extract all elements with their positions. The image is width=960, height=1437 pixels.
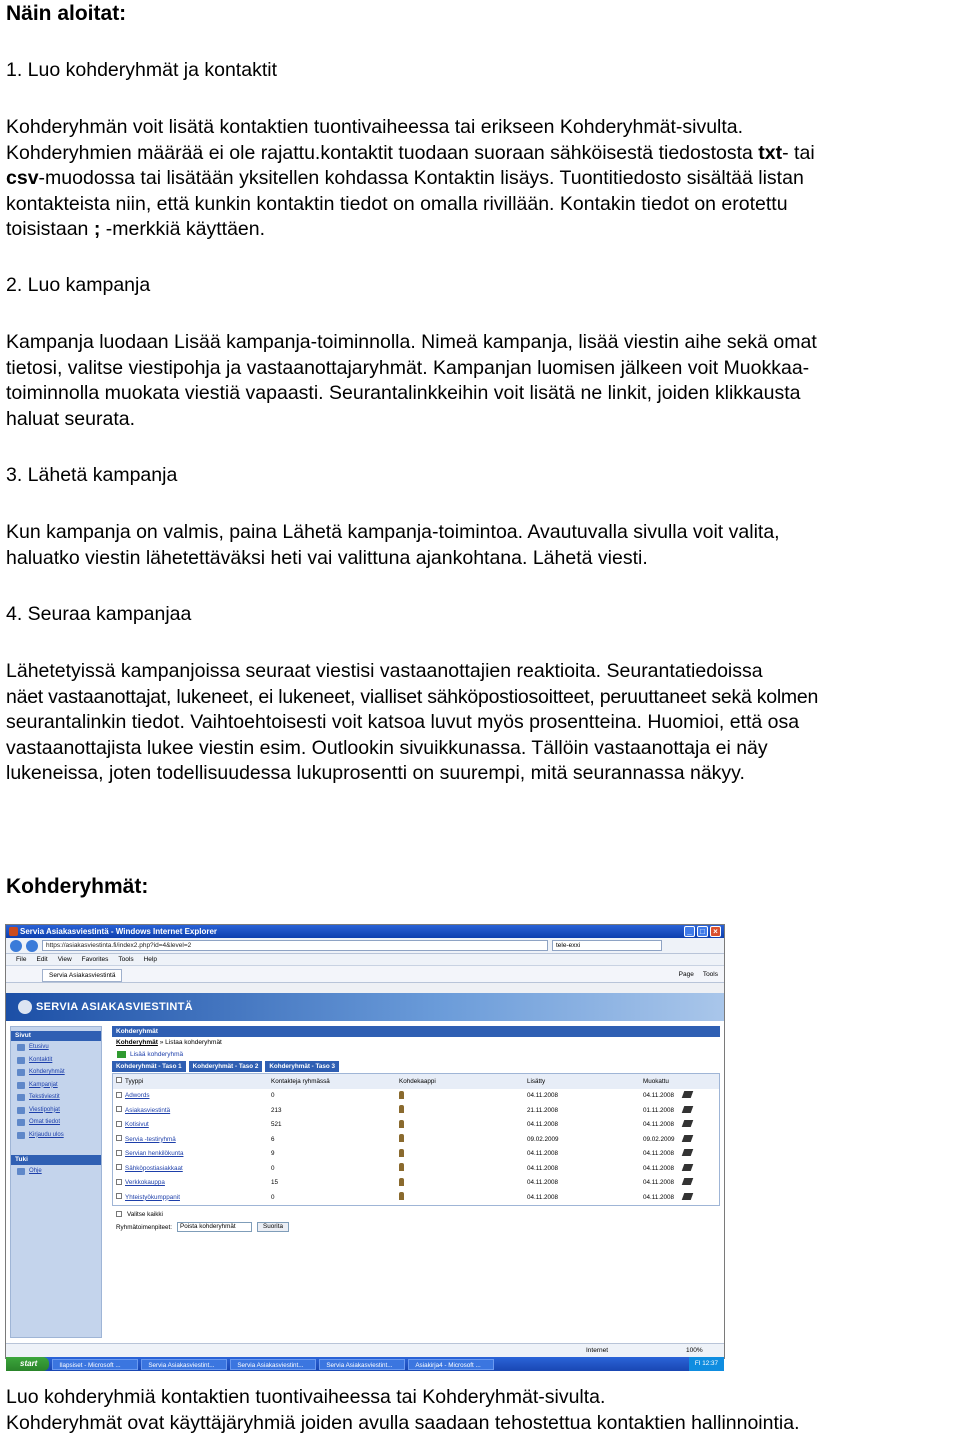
taskbar-item[interactable]: Servia Asiakasviestint... — [319, 1359, 405, 1370]
add-group-link[interactable]: Lisää kohderyhmä — [112, 1048, 720, 1061]
edit-icon[interactable] — [682, 1091, 694, 1098]
text-span: -merkkiä käyttäen. — [105, 218, 266, 240]
sidebar-item-omat-tiedot[interactable]: Omat tiedot — [11, 1116, 101, 1129]
text-line: lukeneissa, joten todellisuudessa lukuprosentti on suurempi, mitä seurannassa näkyy. — [6, 762, 745, 784]
text-line — [6, 217, 958, 243]
text-line — [6, 141, 958, 167]
person-icon — [399, 1091, 404, 1099]
table-row — [113, 1103, 719, 1118]
taskbar-item[interactable]: Ilapsiset - Microsoft ... — [52, 1359, 138, 1370]
modified-date: 09.02.2009 — [643, 1135, 675, 1143]
group-action-select[interactable]: Poista kohderyhmät — [177, 1222, 252, 1232]
step1-paragraph — [6, 115, 958, 243]
window-controls — [684, 926, 721, 937]
added-date: 09.02.2009 — [527, 1135, 559, 1143]
column-header: Tyyppi — [125, 1077, 144, 1085]
close-icon[interactable]: × — [710, 926, 721, 937]
menu-favorites[interactable]: Favorites — [81, 956, 109, 963]
edit-icon[interactable] — [682, 1106, 694, 1113]
table-row — [113, 1190, 719, 1205]
edit-icon[interactable] — [682, 1135, 694, 1142]
contact-count: 213 — [271, 1106, 282, 1114]
person-icon — [399, 1120, 404, 1128]
header-checkbox[interactable] — [116, 1077, 122, 1083]
row-checkbox[interactable] — [116, 1193, 122, 1199]
row-checkbox[interactable] — [116, 1121, 122, 1127]
sidebar-item-ohje[interactable]: Ohje — [11, 1165, 101, 1178]
row-checkbox[interactable] — [116, 1179, 122, 1185]
section-heading-kohderyhmat: Kohderyhmät: — [6, 875, 149, 898]
edit-icon[interactable] — [682, 1149, 694, 1156]
modified-date: 04.11.2008 — [643, 1150, 675, 1158]
forward-icon[interactable] — [26, 940, 38, 952]
text-span: Kohderyhmien määrää ei ole rajattu.kontaktit tuodaan suoraan sähköisestä tiedostosta — [6, 141, 753, 164]
step3-title: 3. Lähetä kampanja — [6, 464, 178, 486]
table-row — [113, 1132, 719, 1147]
modified-date: 04.11.2008 — [643, 1121, 675, 1129]
modified-date: 04.11.2008 — [643, 1193, 675, 1201]
group-actions — [112, 1221, 720, 1234]
sidebar-item-kohderyhmat[interactable]: Kohderyhmät — [11, 1066, 101, 1079]
select-all-row — [112, 1208, 720, 1221]
contact-count: 6 — [271, 1135, 275, 1143]
menu-edit[interactable]: Edit — [36, 956, 48, 963]
group-name-link[interactable]: Sähköpostiasiakkaat — [125, 1164, 183, 1172]
sidebar-item-viestipohjat[interactable]: Viestipohjat — [11, 1104, 101, 1117]
text-line: vastaanottajista lukee viestin esim. Outlookin sivuikkunassa. Tällöin vastaanottaja ei näy — [6, 736, 768, 759]
sidebar-item-kirjaudu-ulos[interactable]: Kirjaudu ulos — [11, 1129, 101, 1142]
text-line: Kohderyhmän voit lisätä kontaktien tuontivaiheessa tai erikseen Kohderyhmät-sivulta. — [6, 116, 744, 138]
group-name-link[interactable]: Verkkokauppa — [125, 1179, 165, 1187]
added-date: 04.11.2008 — [527, 1150, 559, 1158]
row-checkbox[interactable] — [116, 1135, 122, 1141]
table-row — [113, 1176, 719, 1191]
step4-title: 4. Seuraa kampanjaa — [6, 603, 192, 625]
added-date: 04.11.2008 — [527, 1193, 559, 1201]
modified-date: 01.11.2008 — [643, 1106, 675, 1114]
contact-count: 15 — [271, 1179, 279, 1187]
bold-term: csv — [6, 167, 39, 189]
group-name-link[interactable]: Servian henkilökunta — [125, 1150, 184, 1158]
text-line: tietosi, valitse viestipohja ja vastaanottajaryhmät. Kampanjan luomisen jälkeen voit Muokkaa- — [6, 356, 810, 379]
back-icon[interactable] — [10, 940, 22, 952]
group-name-link[interactable]: Asiakasviestintä — [125, 1106, 171, 1114]
text-line: toiminnolla muokata viestiä vapaasti. Seurantalinkkeihin voit lisätä ne linkit, joiden klikkausta — [6, 382, 801, 404]
person-icon — [399, 1134, 404, 1142]
person-icon — [399, 1149, 404, 1157]
menu-file[interactable]: File — [16, 956, 27, 963]
sidebar-heading-sivut: Sivut — [11, 1031, 101, 1041]
group-name-link[interactable]: Kotisivut — [125, 1121, 149, 1129]
step1-title: 1. Luo kohderyhmät ja kontaktit — [6, 59, 277, 81]
security-zone: Internet — [586, 1347, 609, 1354]
text-line — [6, 166, 958, 192]
text-line: seurantalinkin tiedot. Vaihtoehtoisesti voit katsoa luvut myös prosentteina. Huomioi, että osa — [6, 711, 800, 733]
group-name-link[interactable]: Servia -testiryhmä — [125, 1135, 176, 1143]
page-heading: Näin aloitat: — [6, 2, 127, 25]
text-line: Kun kampanja on valmis, paina Lähetä kampanja-toimintoa. Avautuvalla sivulla voit valita, — [6, 521, 780, 543]
person-icon — [399, 1105, 404, 1113]
sidebar-item-kontaktit[interactable]: Kontaktit — [11, 1054, 101, 1067]
modified-date: 04.11.2008 — [643, 1092, 675, 1100]
table-row — [113, 1147, 719, 1162]
table-row — [113, 1118, 719, 1133]
person-icon — [399, 1163, 404, 1171]
browser-screenshot — [5, 924, 725, 1369]
text-span: -muodossa tai lisätään yksitellen kohdassa Kontaktin lisäys. Tuontitiedosto sisältää listan — [38, 167, 804, 189]
breadcrumb-link[interactable]: Kohderyhmät — [116, 1039, 158, 1046]
column-header: Kontakteja ryhmässä — [271, 1077, 330, 1085]
step4-paragraph — [6, 659, 958, 787]
person-icon — [399, 1178, 404, 1186]
caption-line: Kohderyhmät ovat käyttäjäryhmiä joiden avulla saadaan tehostettua kontaktien hallinnointia. — [6, 1411, 800, 1434]
row-checkbox[interactable] — [116, 1150, 122, 1156]
groups-table — [112, 1073, 720, 1206]
group-action-label: Ryhmätoimenpiteet: — [116, 1223, 172, 1231]
breadcrumb-current: » Listaa kohderyhmät — [157, 1039, 222, 1046]
person-icon — [399, 1192, 404, 1200]
search-input[interactable]: tele-exxi — [552, 940, 662, 951]
added-date: 04.11.2008 — [527, 1164, 559, 1172]
row-checkbox[interactable] — [116, 1092, 122, 1098]
main-header: Kohderyhmät — [112, 1026, 720, 1037]
taskbar-item[interactable]: Servia Asiakasviestint... — [230, 1359, 316, 1370]
edit-icon[interactable] — [682, 1164, 694, 1171]
added-date: 04.11.2008 — [527, 1179, 559, 1187]
tab-level-2[interactable]: Kohderyhmät - Taso 2 — [189, 1061, 263, 1072]
url-input[interactable]: https://asiakasviestinta.fi/index2.php?id=4&level=2 — [42, 940, 548, 951]
sidebar-item-etusivu[interactable]: Etusivu — [11, 1041, 101, 1054]
edit-icon[interactable] — [682, 1120, 694, 1127]
taskbar-item[interactable]: Servia Asiakasviestint... — [141, 1359, 227, 1370]
menu-view[interactable]: View — [57, 956, 72, 963]
page-menu-button[interactable]: Page — [678, 971, 694, 978]
modified-date: 04.11.2008 — [643, 1164, 675, 1172]
status-bar — [6, 1343, 724, 1357]
added-date: 04.11.2008 — [527, 1121, 559, 1129]
step2-paragraph — [6, 330, 958, 432]
contact-count: 0 — [271, 1193, 275, 1201]
zoom-level[interactable]: 100% — [686, 1347, 703, 1354]
system-tray — [689, 1357, 724, 1371]
bold-term: ; — [93, 218, 101, 240]
level-tabs — [112, 1061, 720, 1072]
table-row — [113, 1161, 719, 1176]
text-line: haluat seurata. — [6, 407, 136, 430]
contact-count: 521 — [271, 1121, 282, 1129]
window-title: Servia Asiakasviestintä - Windows Internet Explorer — [20, 927, 218, 936]
added-date: 04.11.2008 — [527, 1092, 559, 1100]
spacer — [6, 983, 724, 993]
tools-menu-button[interactable]: Tools — [702, 971, 718, 978]
text-line: näet vastaanottajat, lukeneet, ei lukeneet, vialliset sähköpostiosoitteet, peruuttaneet sekä kolmen — [6, 685, 819, 708]
bold-term: txt — [758, 141, 783, 164]
sidebar-item-kampanjat[interactable]: Kampanjat — [11, 1079, 101, 1092]
breadcrumb — [112, 1037, 720, 1048]
submit-button[interactable]: Suorita — [257, 1222, 289, 1232]
command-bar — [679, 966, 718, 983]
column-header: Kohdekaappi — [399, 1077, 436, 1085]
contact-count: 9 — [271, 1150, 275, 1158]
menu-help[interactable]: Help — [143, 956, 157, 963]
favorites-bar — [6, 966, 724, 983]
modified-date: 04.11.2008 — [643, 1179, 675, 1187]
text-line: Lähetetyissä kampanjoissa seuraat viestisi vastaanottajien reaktioita. Seurantatiedoissa — [6, 660, 763, 682]
caption-line: Luo kohderyhmiä kontaktien tuontivaiheessa tai Kohderyhmät-sivulta. — [6, 1386, 606, 1408]
sidebar — [10, 1026, 102, 1338]
taskbar-item[interactable]: Asiakirja4 - Microsoft ... — [408, 1359, 494, 1370]
column-header: Lisätty — [527, 1077, 546, 1085]
text-span: - tai — [782, 141, 815, 164]
table-row — [113, 1089, 719, 1104]
contact-count: 0 — [271, 1164, 275, 1172]
text-span: toisistaan — [6, 218, 89, 240]
browser-icon — [9, 927, 18, 936]
taskbar — [6, 1357, 724, 1371]
sidebar-item-tekstiviestit[interactable]: Tekstiviestit — [11, 1091, 101, 1104]
step2-title: 2. Luo kampanja — [6, 274, 151, 296]
start-button[interactable]: start — [6, 1357, 49, 1371]
column-header: Muokattu — [643, 1077, 669, 1085]
edit-icon[interactable] — [682, 1193, 694, 1200]
text-line: Kampanja luodaan Lisää kampanja-toiminnolla. Nimeä kampanja, lisää viestin aihe sekä omat — [6, 331, 817, 353]
menu-bar — [6, 954, 724, 966]
group-name-link[interactable]: Adwords — [125, 1092, 150, 1100]
group-name-link[interactable]: Yhteistyökumppanit — [125, 1193, 180, 1201]
select-all-checkbox[interactable] — [116, 1211, 122, 1217]
main-content — [112, 1026, 720, 1234]
app-body — [6, 1021, 724, 1343]
clock: 12:37 — [702, 1360, 718, 1367]
edit-icon[interactable] — [682, 1178, 694, 1185]
step3-paragraph — [6, 520, 958, 571]
app-banner: SERVIA ASIAKASVIESTINTÄ — [6, 993, 724, 1021]
text-line: kontakteista niin, että kunkin kontaktin tiedot on omalla rivillään. Kontakin tiedot on erotettu — [6, 192, 788, 215]
row-checkbox[interactable] — [116, 1164, 122, 1170]
minimize-icon[interactable]: _ — [684, 926, 695, 937]
caption — [6, 1385, 958, 1436]
select-all-label: Valitse kaikki — [127, 1210, 163, 1218]
tab-level-1[interactable]: Kohderyhmät - Taso 1 — [112, 1061, 186, 1072]
language-indicator[interactable]: FI — [694, 1360, 701, 1367]
sidebar-heading-tuki: Tuki — [11, 1155, 101, 1165]
browser-tab[interactable]: Servia Asiakasviestintä — [42, 969, 122, 982]
table-header — [113, 1074, 719, 1089]
maximize-icon[interactable]: □ — [697, 926, 708, 937]
window-titlebar — [6, 925, 724, 938]
row-checkbox[interactable] — [116, 1106, 122, 1112]
text-line: haluatko viestin lähetettäväksi heti vai valittuna ajankohtana. Lähetä viesti. — [6, 546, 648, 569]
menu-tools[interactable]: Tools — [118, 956, 134, 963]
tab-level-3[interactable]: Kohderyhmät - Taso 3 — [265, 1061, 339, 1072]
contact-count: 0 — [271, 1092, 275, 1100]
added-date: 21.11.2008 — [527, 1106, 559, 1114]
address-bar — [6, 938, 724, 954]
